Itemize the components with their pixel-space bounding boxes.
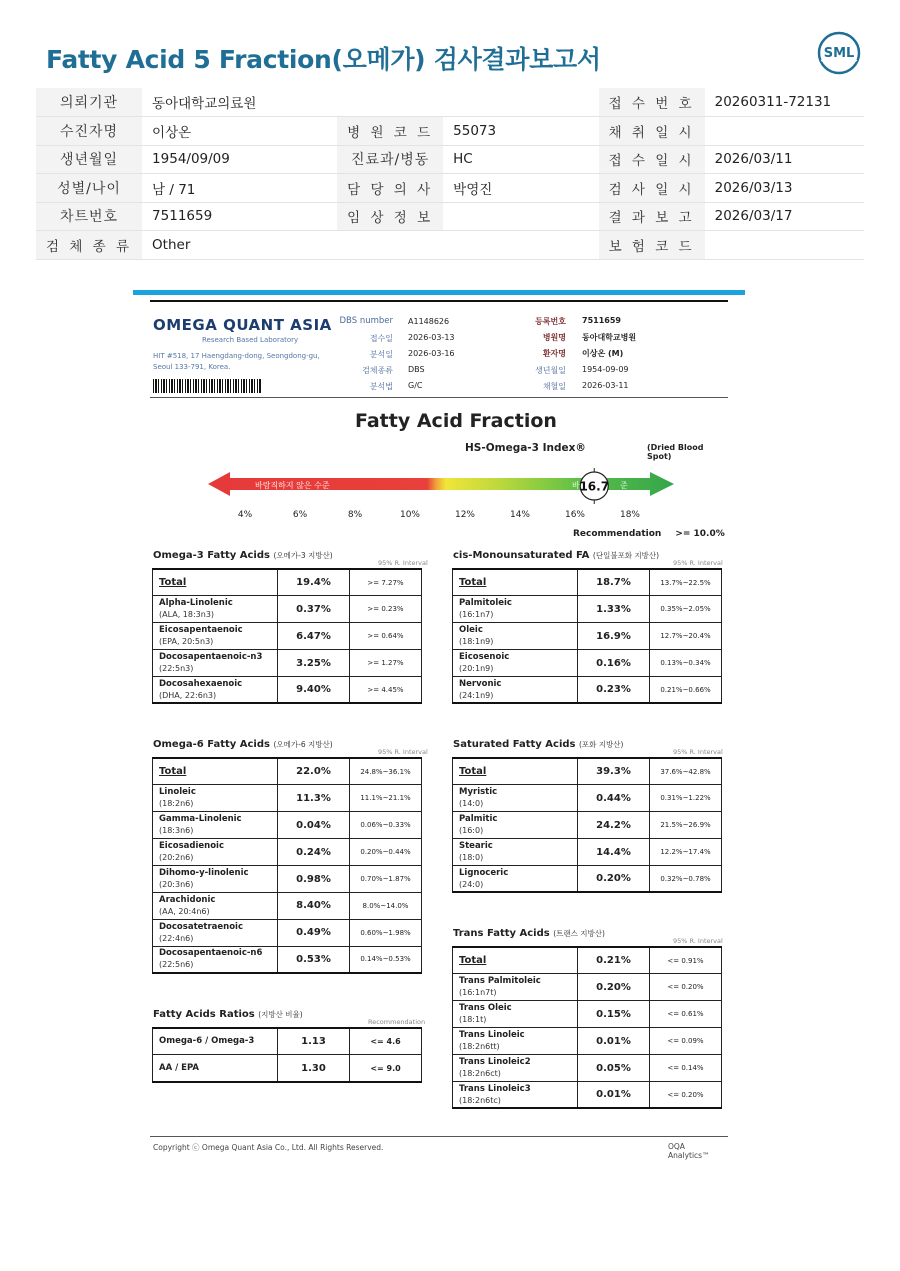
meta-value: A1148626 [408, 317, 450, 326]
meta-label: 생년월일 [535, 366, 566, 375]
omega6-table [152, 757, 422, 974]
acid-value: 18.7% [578, 569, 650, 596]
table-row [153, 623, 422, 650]
acid-name: Lignoceric [459, 867, 509, 878]
acid-value: 16.9% [578, 623, 650, 650]
table-row [453, 785, 722, 812]
ratios-table [152, 1027, 422, 1083]
insurance-label: 보 험 코 드 [599, 231, 705, 260]
acid-name: Trans Linoleic2 [459, 1057, 531, 1067]
dept-value: HC [443, 145, 598, 174]
acid-name-cell [453, 1055, 578, 1082]
acid-range: <= 0.91% [650, 947, 722, 974]
acid-range: 12.2%~17.4% [650, 839, 722, 866]
acid-range: 0.31%~1.22% [650, 785, 722, 812]
acid-name-cell [453, 677, 578, 704]
acid-name-cell [453, 758, 578, 785]
acid-name: Trans Oleic [459, 1003, 512, 1014]
lab-address: HIT #518, 17 Haengdang-dong, Seongdong-gu, Seoul 133-791, Korea. [153, 352, 320, 371]
patient-info-table [36, 88, 864, 260]
report-top-rule [150, 300, 728, 302]
acid-notation: (22:5n6) [159, 960, 194, 970]
acid-range: <= 0.14% [650, 1055, 722, 1082]
acid-name: Trans Linoleic [459, 1030, 525, 1041]
acid-range: 0.14%~0.53% [350, 946, 422, 973]
acid-range: <= 0.20% [650, 1081, 722, 1108]
table-row [453, 839, 722, 866]
report-date-value: 2026/03/17 [705, 202, 864, 231]
acid-name-cell [453, 866, 578, 893]
dept-label: 진료과/병동 [337, 145, 443, 174]
meta-label: 접수일 [369, 334, 393, 343]
doctor-label: 담 당 의 사 [337, 174, 443, 203]
table-row [153, 785, 422, 812]
acid-name: Arachidonic [159, 894, 216, 905]
omega3-title-en: Omega-3 Fatty Acids [153, 550, 270, 561]
gauge-tick-label: 12% [454, 510, 476, 520]
acid-value: 0.20% [578, 974, 650, 1001]
acid-range: >= 0.64% [350, 623, 422, 650]
institution-label: 의뢰기관 [36, 88, 142, 117]
saturated-title [453, 739, 623, 750]
acid-value: 39.3% [578, 758, 650, 785]
table-row [453, 758, 722, 785]
clinical-value [443, 202, 598, 231]
acid-value: 14.4% [578, 839, 650, 866]
acid-notation: (ALA, 18:3n3) [159, 610, 215, 620]
gauge-tick-label: 14% [509, 510, 531, 520]
table-row [453, 947, 722, 974]
birth-label: 생년월일 [36, 145, 142, 174]
receipt-date-value: 2026/03/11 [705, 145, 864, 174]
acid-name: Myristic [459, 787, 498, 798]
name-value: 이상온 [142, 117, 337, 146]
meta-label: 분석일 [369, 350, 393, 359]
acid-name: Dihomo-y-linolenic [159, 868, 249, 878]
saturated-title-en: Saturated Fatty Acids [453, 739, 576, 750]
omega6-interval-note: 95% R. Interval [378, 748, 428, 756]
gauge-arrow [150, 461, 232, 472]
acid-notation: (20:3n6) [159, 880, 194, 889]
gauge-tick-label: 6% [292, 510, 308, 520]
embedded-lab-report [150, 300, 728, 1160]
acid-range: 0.06%~0.33% [350, 812, 422, 839]
table-row [453, 596, 722, 623]
birth-value: 1954/09/09 [142, 145, 337, 174]
acid-name-cell [453, 1028, 578, 1055]
omega6-title-en: Omega-6 Fatty Acids [153, 739, 270, 750]
acid-range: 12.7%~20.4% [650, 623, 722, 650]
acid-name-cell [453, 1081, 578, 1108]
cismono-table [452, 568, 722, 704]
gauge-tick-label: 4% [237, 510, 253, 520]
table-row [153, 866, 422, 893]
index-title: HS-Omega-3 Index® [465, 442, 586, 454]
hospital-code-value: 55073 [443, 117, 598, 146]
table-row [453, 866, 722, 893]
svg-text:SML: SML [823, 46, 855, 61]
cismono-title-ko: (단일불포화 지방산) [592, 551, 660, 560]
acid-range: 37.6%~42.8% [650, 758, 722, 785]
acid-range: 8.0%~14.0% [350, 892, 422, 919]
acid-notation: (24:1n9) [459, 690, 494, 700]
table-row [153, 758, 422, 785]
acid-name: Gamma-Linolenic [159, 814, 242, 825]
table-row [153, 919, 422, 946]
specimen-label: 검 체 종 류 [36, 231, 142, 260]
acid-value: 6.47% [278, 623, 350, 650]
trans-title-en: Trans Fatty Acids [453, 928, 550, 939]
acid-name-cell [153, 623, 278, 650]
acid-value: 0.98% [278, 866, 350, 893]
acid-notation: (18:2n6tc) [459, 1095, 501, 1105]
acid-range: 11.1%~21.1% [350, 785, 422, 812]
acid-name-cell [153, 812, 278, 839]
acid-value: 0.20% [578, 866, 650, 893]
acid-name: Docosahexaenoic [159, 678, 243, 689]
saturated-table [452, 757, 722, 893]
ratios-title-en: Fatty Acids Ratios [153, 1009, 255, 1020]
acid-value: 0.16% [578, 650, 650, 677]
gauge-ticks [238, 510, 641, 520]
acid-name: Stearic [459, 841, 493, 852]
acid-name-cell [453, 785, 578, 812]
meta-label: 환자명 [542, 349, 566, 358]
table-row [153, 892, 422, 919]
report-header-title: Fatty Acid 5 Fraction(오메가) 검사결과보고서 [46, 45, 601, 74]
saturated-title-ko: (포화 지방산) [578, 740, 624, 749]
trans-title-ko: (트랜스 지방산) [553, 929, 605, 938]
acid-value: 0.01% [578, 1028, 650, 1055]
acid-name: Total [459, 955, 487, 967]
acid-name: Eicosadienoic [159, 841, 224, 852]
fraction-title: Fatty Acid Fraction [355, 410, 557, 432]
recommendation-label: Recommendation [573, 529, 662, 539]
omega3-title-ko: (오메가-3 지방산) [273, 551, 333, 560]
acid-name: Docosapentaenoic-n6 [159, 948, 263, 959]
table-row [453, 812, 722, 839]
table-row [153, 650, 422, 677]
acid-name-cell [153, 919, 278, 946]
acid-name-cell [453, 650, 578, 677]
footer-rule [150, 1136, 728, 1137]
acid-value: 0.53% [278, 946, 350, 973]
acid-name: Nervonic [459, 678, 502, 689]
meta-value: 1954-09-09 [582, 365, 629, 374]
insurance-value [705, 231, 864, 260]
acid-value: 0.23% [578, 677, 650, 704]
omega3-interval-note: 95% R. Interval [378, 559, 428, 567]
table-row [153, 839, 422, 866]
acid-name: AA / EPA [159, 1062, 200, 1073]
trans-interval-note: 95% R. Interval [673, 937, 723, 945]
acid-notation: (16:1n7t) [459, 988, 497, 998]
table-row [453, 1081, 722, 1108]
acid-notation: (18:2n6ct) [459, 1069, 501, 1078]
acid-name: Palmitic [459, 814, 498, 825]
meta-value: 7511659 [582, 316, 621, 325]
gauge-tick-label: 16% [564, 510, 586, 520]
recommendation-value: >= 10.0% [675, 529, 725, 539]
acid-name: Palmitoleic [459, 598, 512, 609]
gauge-bad-label: 바람직하지 않은 수준 [255, 481, 330, 490]
sex-age-value: 남 / 71 [142, 174, 337, 203]
gauge-tick-label: 8% [347, 510, 363, 520]
acid-notation: (EPA, 20:5n3) [159, 637, 214, 647]
acid-value: 8.40% [278, 892, 350, 919]
trans-title [453, 928, 605, 939]
acid-name: Omega-6 / Omega-3 [159, 1036, 255, 1047]
acid-value: 1.13 [278, 1028, 350, 1055]
meta-value: 2026-03-11 [582, 381, 629, 390]
acid-value: 11.3% [278, 785, 350, 812]
acid-name: Alpha-Linolenic [159, 598, 233, 609]
acid-range: >= 7.27% [350, 569, 422, 596]
table-row [453, 1028, 722, 1055]
omega3-index-gauge [150, 460, 728, 540]
acid-notation: (AA, 20:4n6) [159, 906, 210, 916]
acid-notation: (18:0) [459, 853, 484, 863]
acid-value: 9.40% [278, 677, 350, 704]
doctor-value: 박영진 [443, 174, 598, 203]
meta-value: 이상온 (M) [582, 349, 624, 358]
acid-name-cell [453, 623, 578, 650]
acid-range: 0.32%~0.78% [650, 866, 722, 893]
acid-range: <= 0.20% [650, 974, 722, 1001]
acid-range: <= 4.6 [350, 1028, 422, 1055]
meta-value: 2026-03-13 [408, 333, 455, 342]
test-date-value: 2026/03/13 [705, 174, 864, 203]
table-row [453, 569, 722, 596]
receipt-no-value: 20260311-72131 [705, 88, 864, 117]
hospital-code-label: 병 원 코 드 [337, 117, 443, 146]
acid-name-cell [153, 1028, 278, 1055]
acid-range: 13.7%~22.5% [650, 569, 722, 596]
table-row [453, 677, 722, 704]
acid-value: 0.24% [278, 839, 350, 866]
acid-value: 0.44% [578, 785, 650, 812]
acid-name-cell [153, 650, 278, 677]
omega3-table [152, 568, 422, 704]
acid-value: 3.25% [278, 650, 350, 677]
acid-name-cell [153, 892, 278, 919]
gauge-good-label-right: 준 [620, 481, 628, 490]
acid-range: 21.5%~26.9% [650, 812, 722, 839]
acid-value: 1.33% [578, 596, 650, 623]
acid-name: Docosatetraenoic [159, 921, 243, 932]
table-row [153, 946, 422, 973]
collection-date-value [705, 117, 864, 146]
report-date-label: 결 과 보 고 [599, 202, 705, 231]
receipt-date-label: 접 수 일 시 [599, 145, 705, 174]
acid-value: 0.15% [578, 1001, 650, 1028]
gauge-marker-value: 16.7 [579, 479, 610, 494]
acid-name-cell [453, 812, 578, 839]
acid-value: 22.0% [278, 758, 350, 785]
acid-name-cell [153, 1055, 278, 1082]
acid-range: 24.8%~36.1% [350, 758, 422, 785]
meta-value: 동아대학교병원 [582, 333, 637, 342]
table-row [153, 1028, 422, 1055]
meta-label: 분석법 [369, 382, 393, 391]
meta-value: DBS [408, 365, 425, 374]
acid-name-cell [153, 866, 278, 893]
acid-notation: (14:0) [459, 799, 484, 809]
cismono-title-en: cis-Monounsaturated FA [453, 550, 590, 561]
gauge-good-label-left: 바 [572, 481, 580, 490]
acid-range: >= 0.23% [350, 596, 422, 623]
table-row [453, 1055, 722, 1082]
trans-table [452, 946, 722, 1109]
acid-value: 19.4% [278, 569, 350, 596]
acid-name: Trans Palmitoleic [459, 976, 541, 987]
table-row [153, 812, 422, 839]
acid-range: 0.35%~2.05% [650, 596, 722, 623]
collection-date-label: 채 취 일 시 [599, 117, 705, 146]
footer-analytics: OQA Analytics™ [668, 1142, 710, 1160]
acid-name: Total [459, 766, 487, 778]
acid-name-cell [153, 839, 278, 866]
meta-label: DBS number [339, 316, 393, 326]
acid-notation: (16:0) [459, 826, 484, 836]
acid-value: 0.37% [278, 596, 350, 623]
name-label: 수진자명 [36, 117, 142, 146]
acid-notation: (18:2n6tt) [459, 1042, 500, 1052]
receipt-no-label: 접 수 번 호 [599, 88, 705, 117]
omega6-title-ko: (오메가-6 지방산) [273, 740, 333, 749]
sex-age-label: 성별/나이 [36, 174, 142, 203]
lab-subtitle: Research Based Laboratory [202, 336, 299, 344]
footer-copyright: Copyright ⓒ Omega Quant Asia Co., Ltd. All Rights Reserved. [153, 1143, 384, 1152]
meta-value: 2026-03-16 [408, 349, 455, 358]
acid-name-cell [453, 947, 578, 974]
barcode [153, 379, 261, 393]
institution-value: 동아대학교의료원 [142, 88, 599, 117]
acid-notation: (16:1n7) [459, 610, 494, 620]
acid-range: <= 9.0 [350, 1055, 422, 1082]
acid-name-cell [153, 946, 278, 973]
cismono-title [453, 550, 659, 561]
acid-name: Total [159, 577, 187, 589]
acid-notation: (18:3n6) [159, 826, 194, 836]
gauge-marker [579, 468, 609, 504]
acid-name: Trans Linoleic3 [459, 1083, 531, 1094]
table-row [453, 623, 722, 650]
acid-name-cell [153, 596, 278, 623]
acid-name-cell [153, 785, 278, 812]
acid-name-cell [153, 569, 278, 596]
ratios-recommendation-note: Recommendation [368, 1018, 426, 1026]
lab-name: OMEGA QUANT ASIA [153, 316, 332, 334]
table-row [453, 1001, 722, 1028]
acid-notation: (22:4n6) [159, 933, 194, 943]
chart-no-value: 7511659 [142, 202, 337, 231]
meta-label: 검체종류 [362, 366, 393, 375]
acid-value: 0.01% [578, 1081, 650, 1108]
acid-range: 0.70%~1.87% [350, 866, 422, 893]
saturated-interval-note: 95% R. Interval [673, 748, 723, 756]
acid-value: 0.05% [578, 1055, 650, 1082]
ratios-title [153, 1009, 303, 1020]
gauge-tick-label: 18% [619, 510, 641, 520]
recommendation [573, 529, 725, 539]
clinical-label: 임 상 정 보 [337, 202, 443, 231]
acid-name: Linoleic [159, 787, 196, 798]
table-row [453, 650, 722, 677]
table-row [153, 596, 422, 623]
acid-name: Docosapentaenoic-n3 [159, 652, 263, 663]
acid-value: 0.49% [278, 919, 350, 946]
acid-name-cell [453, 1001, 578, 1028]
acid-name-cell [153, 677, 278, 704]
acid-range: >= 1.27% [350, 650, 422, 677]
table-row [153, 1055, 422, 1082]
acid-notation: (22:5n3) [159, 664, 194, 674]
acid-range: 0.13%~0.34% [650, 650, 722, 677]
acid-range: 0.60%~1.98% [350, 919, 422, 946]
acid-value: 0.21% [578, 947, 650, 974]
index-note: (Dried Blood Spot) [647, 443, 704, 461]
acid-name-cell [153, 758, 278, 785]
acid-name: Oleic [459, 625, 483, 636]
chart-no-label: 차트번호 [36, 202, 142, 231]
sml-logo [816, 30, 862, 76]
omega3-title [153, 550, 333, 561]
table-row [153, 569, 422, 596]
acid-value: 0.04% [278, 812, 350, 839]
meta-label: 병원명 [542, 333, 566, 342]
acid-range: 0.20%~0.44% [350, 839, 422, 866]
acid-name: Eicosapentaenoic [159, 625, 243, 636]
acid-notation: (18:1n9) [459, 637, 494, 647]
acid-notation: (20:1n9) [459, 664, 494, 674]
acid-notation: (24:0) [459, 879, 484, 889]
report-divider-bar [133, 290, 745, 295]
specimen-value: Other [142, 231, 599, 260]
meta-label: 채혈일 [542, 382, 566, 391]
acid-notation: (20:2n6) [159, 853, 194, 863]
acid-notation: (DHA, 22:6n3) [159, 690, 217, 700]
acid-name-cell [453, 569, 578, 596]
acid-notation: (18:2n6) [159, 799, 194, 809]
test-date-label: 검 사 일 시 [599, 174, 705, 203]
gauge-tick-label: 10% [399, 510, 421, 520]
ratios-title-ko: (지방산 비율) [258, 1010, 303, 1019]
acid-name-cell [453, 839, 578, 866]
omega6-title [153, 739, 333, 750]
acid-notation: (18:1t) [459, 1015, 487, 1025]
meta-label: 등록번호 [535, 317, 566, 326]
acid-value: 1.30 [278, 1055, 350, 1082]
acid-name: Total [159, 766, 187, 778]
table-row [153, 677, 422, 704]
acid-name-cell [453, 596, 578, 623]
cismono-interval-note: 95% R. Interval [673, 559, 723, 567]
acid-range: <= 0.61% [650, 1001, 722, 1028]
acid-range: >= 4.45% [350, 677, 422, 704]
acid-name-cell [453, 974, 578, 1001]
acid-value: 24.2% [578, 812, 650, 839]
acid-range: <= 0.09% [650, 1028, 722, 1055]
meta-value: G/C [408, 381, 423, 390]
report-header-rule [150, 397, 728, 398]
acid-name: Total [459, 577, 487, 589]
acid-range: 0.21%~0.66% [650, 677, 722, 704]
table-row [453, 974, 722, 1001]
acid-name: Eicosenoic [459, 652, 510, 663]
